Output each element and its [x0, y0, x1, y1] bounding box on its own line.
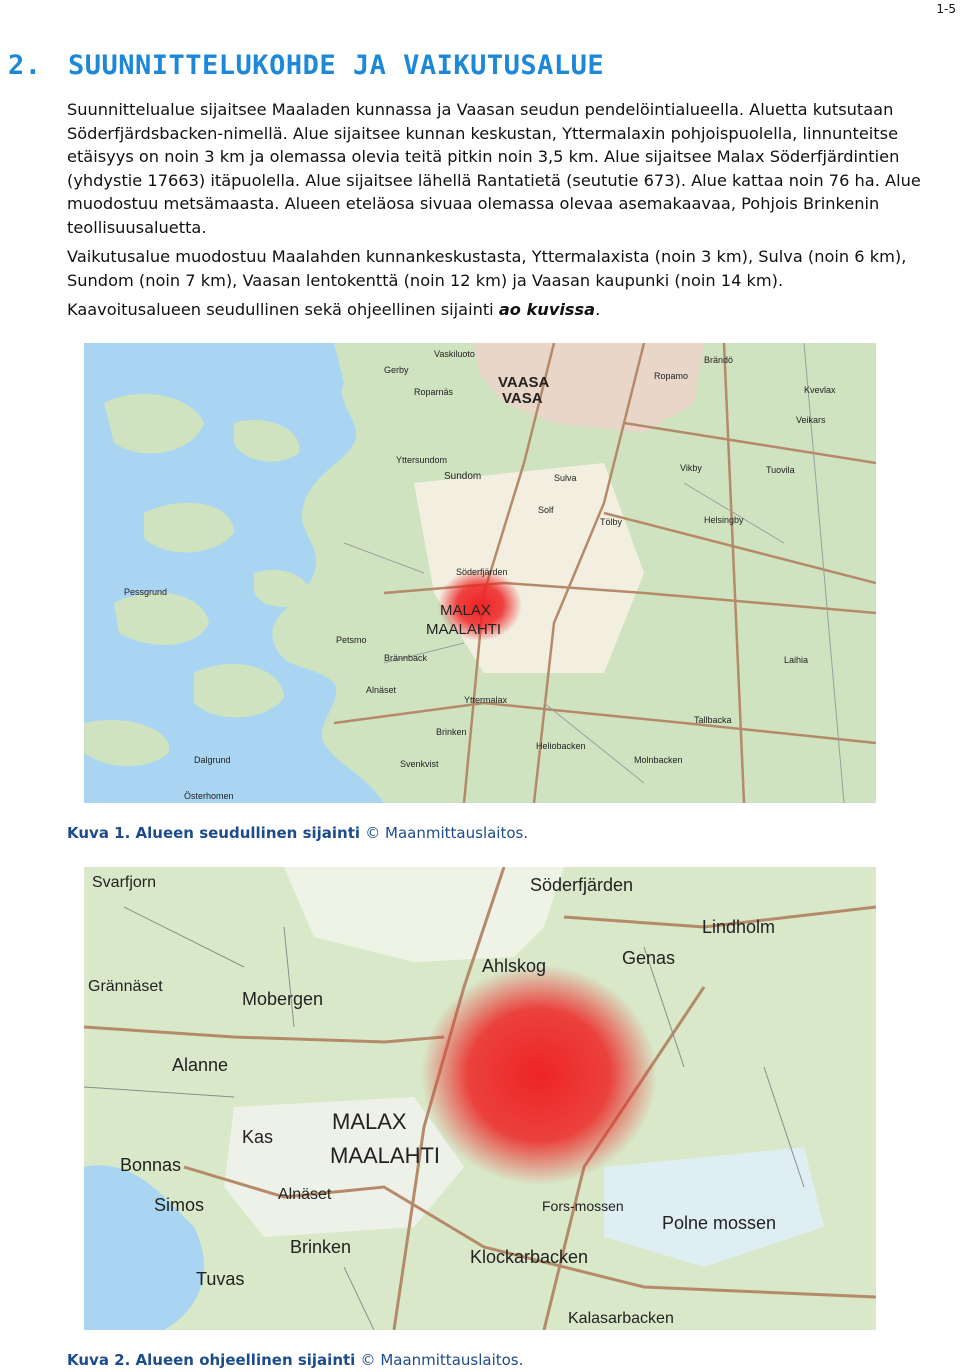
figures-emphasis: ao kuvissa — [498, 300, 596, 319]
label-forsmossen: Fors-mossen — [542, 1198, 624, 1214]
label-svenkvist: Svenkvist — [400, 759, 439, 769]
label-polnemossen: Polne mossen — [662, 1213, 777, 1233]
paragraph-figures — [67, 298, 953, 322]
label-kalasarbacken: Kalasarbacken — [568, 1310, 674, 1327]
paragraph-location: Suunnittelualue sijaitsee Maaladen kunnassa ja Vaasan seudun pendelöintialueella. Aluetta kutsutaan Söderfjärdsbacken-nimellä. Alue sijaitsee kunnan keskustan, Yttermalaxin pohjoispuolella, linnunteitse etäisyys on noin 3 km ja olemassa olevia teitä pitkin noin 3,5 km. Alue sijaitsee Malax Söderfjärdintien (yhdystie 17663) itäpuolella. Alue sijaitsee lähellä Rantatietä (seututie 673). Alue kattaa noin 76 ha. Alue muodostuu metsämaasta. Alueen eteläosa sivuaa olemassa olevaa asemakaavaa, Pohjois Brinkenin teollisuusaluetta. — [67, 100, 921, 237]
planning-area-marker — [421, 965, 657, 1185]
figures-end: . — [595, 300, 601, 319]
label-genas: Genas — [622, 948, 676, 968]
label-lindholm: Lindholm — [702, 917, 776, 937]
label-petsmo: Petsmo — [336, 635, 367, 645]
caption-2-text: Kuva 2. Alueen ohjeellinen sijainti — [67, 1351, 356, 1369]
page-number: 1-5 — [936, 2, 956, 16]
figure-caption-2 — [67, 1351, 523, 1369]
label-klockarbacken: Klockarbacken — [470, 1247, 589, 1267]
caption-1-copyright: © Maanmittauslaitos. — [365, 824, 529, 842]
label-brannback: Brännback — [384, 653, 428, 663]
figure-caption-1 — [67, 824, 528, 842]
label-vaskiluoto: Vaskiluoto — [434, 349, 475, 359]
figures-text: Kaavoitusalueen seudullinen sekä ohjeellinen sijainti — [67, 300, 499, 319]
label-helsingby: Helsingby — [704, 515, 744, 525]
label-vaasa: VAASA — [498, 374, 550, 391]
section-heading — [8, 50, 604, 81]
caption-2-copyright: © Maanmittauslaitos. — [360, 1351, 524, 1369]
label-sulva: Sulva — [554, 473, 577, 483]
label-brinken: Brinken — [436, 727, 467, 737]
label-tolby: Tölby — [600, 517, 623, 527]
label-solf: Solf — [538, 505, 554, 515]
label-veikars: Veikars — [796, 415, 826, 425]
label-molnbacken: Molnbacken — [634, 755, 683, 765]
label-roparnas: Roparnäs — [414, 387, 454, 397]
body-text — [67, 98, 953, 328]
label-pessgrund: Pessgrund — [124, 587, 168, 597]
label-yttermalax: Yttermalax — [464, 695, 508, 705]
label-sundom: Sundom — [444, 471, 482, 482]
label-kvevlax: Kvevlax — [804, 385, 836, 395]
label-brando: Brändö — [704, 355, 734, 365]
label-tuovila: Tuovila — [766, 465, 795, 475]
regional-map — [84, 343, 876, 803]
label-grannaset: Grännäset — [88, 978, 163, 995]
label-tuvas: Tuvas — [196, 1269, 245, 1289]
detail-map — [84, 867, 876, 1330]
caption-1-text: Kuva 1. Alueen seudullinen sijainti — [67, 824, 361, 842]
label-gerby: Gerby — [384, 365, 409, 375]
label-soderfjarden: Söderfjärden — [530, 875, 634, 895]
label-bonnas: Bonnas — [120, 1155, 182, 1175]
label-alanne: Alanne — [172, 1055, 229, 1075]
paragraph-impact-area: Vaikutusalue muodostuu Maalahden kunnankeskustasta, Yttermalaxista (noin 3 km), Sulva (noin 6 km), Sundom (noin 7 km), Vaasan lentokenttä (noin 12 km) ja Vaasan kaupunki (noin 14 km). — [67, 247, 907, 290]
label-mobergen: Mobergen — [242, 989, 324, 1009]
label-malax: MALAX — [332, 1109, 407, 1134]
label-tallbacka: Tallbacka — [694, 715, 732, 725]
label-malax: MALAX — [440, 602, 491, 619]
label-alnaset: Alnäset — [366, 685, 397, 695]
label-ahlskog: Ahlskog — [482, 956, 547, 976]
section-number: 2. — [8, 50, 42, 81]
label-maalahti: MAALAHTI — [330, 1143, 441, 1168]
label-dalgrund: Dalgrund — [194, 755, 231, 765]
label-vasa: VASA — [502, 390, 543, 407]
label-vikby: Vikby — [680, 463, 702, 473]
label-ropamo: Ropamo — [654, 371, 689, 381]
label-soderfjarden: Söderfjärden — [456, 567, 508, 577]
label-alnaset: Alnäset — [278, 1186, 332, 1203]
label-yttersundom: Yttersundom — [396, 455, 448, 465]
label-kas: Kas — [242, 1127, 274, 1147]
label-simos: Simos — [154, 1195, 205, 1215]
section-title: SUUNNITTELUKOHDE JA VAIKUTUSALUE — [68, 50, 605, 81]
label-maalahti: MAALAHTI — [426, 621, 502, 638]
label-osterhomen: Österhomen — [184, 791, 234, 801]
label-svarfjorn: Svarfjorn — [92, 874, 157, 891]
label-brinken: Brinken — [290, 1237, 352, 1257]
label-laihia: Laihia — [784, 655, 809, 665]
label-heliobacken: Heliobacken — [536, 741, 586, 751]
